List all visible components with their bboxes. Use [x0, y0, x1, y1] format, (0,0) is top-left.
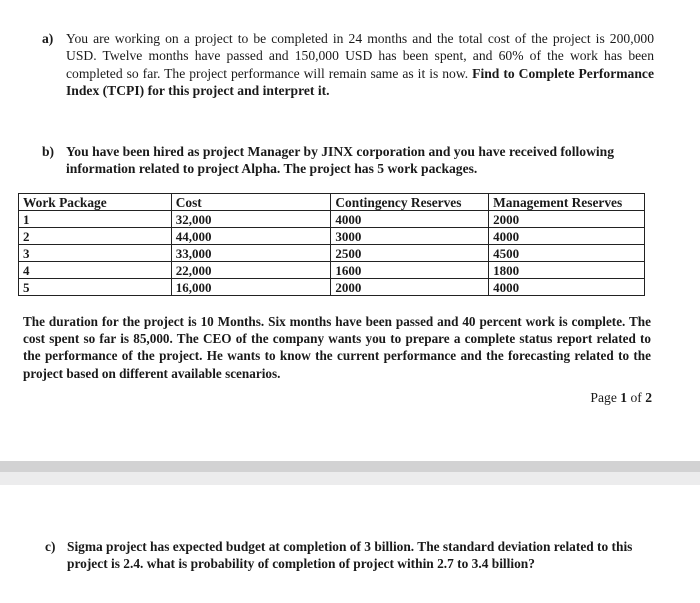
cell-management: 1800 [489, 262, 645, 279]
question-a [42, 30, 654, 100]
table-row [19, 211, 645, 228]
table-header-row [19, 194, 645, 211]
header-work-package: Work Package [19, 194, 172, 211]
page-number-current: 1 [620, 390, 628, 405]
cell-work-package: 3 [19, 245, 172, 262]
header-cost: Cost [171, 194, 331, 211]
table-row [19, 262, 645, 279]
cell-work-package: 4 [19, 262, 172, 279]
cell-cost: 44,000 [171, 228, 331, 245]
question-a-label: a) [42, 31, 54, 46]
question-a-text: You are working on a project to be completed in 24 months and the total cost of the project is 200,000 USD. Twelve months have passed and 150,000 USD has been spent, and 60% of the work has been completed so far. The project performance will remain same as it is now. [66, 31, 654, 81]
question-a-body [66, 30, 654, 100]
page-number-prefix: Page [590, 390, 617, 405]
header-management-reserves: Management Reserves [489, 194, 645, 211]
question-c-text: Sigma project has expected budget at completion of 3 billion. The standard deviation related to this project is 2.4. what is probability of completion of project within 2.7 to 3.4 billion? [67, 539, 633, 571]
cell-contingency: 3000 [331, 228, 489, 245]
cell-cost: 32,000 [171, 211, 331, 228]
cell-work-package: 1 [19, 211, 172, 228]
cell-cost: 33,000 [171, 245, 331, 262]
cell-contingency: 2500 [331, 245, 489, 262]
cell-contingency: 2000 [331, 279, 489, 296]
question-c [45, 538, 657, 572]
question-c-label: c) [45, 539, 56, 554]
cell-management: 4000 [489, 228, 645, 245]
page-number-total: 2 [645, 390, 652, 405]
header-contingency-reserves: Contingency Reserves [331, 194, 489, 211]
page-separator-shadow [0, 472, 700, 485]
page-number [590, 390, 652, 406]
page-number-of: of [630, 390, 642, 405]
table-row [19, 279, 645, 296]
cell-work-package: 5 [19, 279, 172, 296]
page-separator [0, 461, 700, 472]
cell-contingency: 4000 [331, 211, 489, 228]
question-b [42, 143, 654, 178]
cell-management: 4000 [489, 279, 645, 296]
cell-management: 2000 [489, 211, 645, 228]
table-row [19, 245, 645, 262]
cell-cost: 22,000 [171, 262, 331, 279]
table-row [19, 228, 645, 245]
question-b-label: b) [42, 144, 55, 159]
question-b-text: You have been hired as project Manager by JINX corporation and you have received following information related to project Alpha. The project has 5 work packages. [66, 144, 615, 177]
cell-work-package: 2 [19, 228, 172, 245]
cell-cost: 16,000 [171, 279, 331, 296]
project-status-paragraph: The duration for the project is 10 Months. Six months have been passed and 40 percent work is complete. The cost spent so far is 85,000. The CEO of the company wants you to prepare a complete status report related to the performance of the project. He wants to know the current performance and the forecasting related to the project based on different available scenarios. [23, 314, 651, 381]
cell-contingency: 1600 [331, 262, 489, 279]
work-package-table [18, 193, 645, 296]
question-a-instruction: Find to Complete Performance Index (TCPI) for this project and interpret it. [66, 65, 654, 99]
cell-management: 4500 [489, 245, 645, 262]
